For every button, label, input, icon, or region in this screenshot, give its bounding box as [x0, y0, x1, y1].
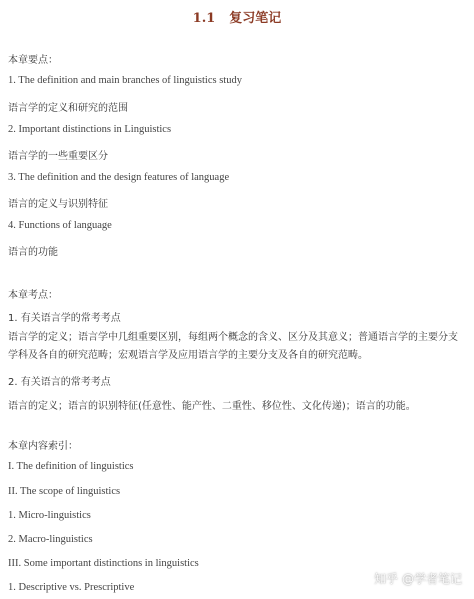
section-title: 复习笔记 [229, 11, 282, 26]
page-title [0, 7, 474, 26]
index-item: 1. Micro-linguistics [8, 510, 91, 521]
index-item: II. The scope of linguistics [8, 486, 121, 497]
exam-point-body: 语言的定义；语言的识别特征(任意性、能产性、二重性、移位性、文化传递)；语言的功能。 [8, 401, 416, 412]
key-point-item: 语言学的定义和研究的范围 [8, 103, 128, 114]
exam-point-title: 1. 有关语言学的常考考点 [8, 313, 121, 324]
key-point-item: 语言的定义与识别特征 [8, 199, 108, 210]
index-item: I. The definition of linguistics [8, 461, 134, 472]
index-item: 1. Descriptive vs. Prescriptive [8, 582, 135, 593]
key-point-item: 3. The definition and the design features of language [8, 172, 230, 183]
exam-point-title: 2. 有关语言的常考考点 [8, 377, 111, 388]
key-point-item: 1. The definition and main branches of linguistics study [8, 75, 242, 86]
key-points-heading: 本章要点： [8, 55, 58, 66]
section-number: 1.1 [192, 11, 216, 26]
exam-points-heading: 本章考点： [8, 290, 58, 301]
index-heading: 本章内容索引： [8, 441, 78, 452]
key-point-item: 4. Functions of language [8, 220, 112, 231]
exam-point-body: 语言学的定义；语言学中几组重要区别，每组两个概念的含义、区分及其意义；普通语言学的主要分支学科及各自的研究范畴；宏观语言学及应用语言学的主要分支及各自的研究范畴。 [8, 332, 458, 361]
key-point-item: 2. Important distinctions in Linguistics [8, 124, 172, 135]
index-item: III. Some important distinctions in linguistics [8, 558, 199, 569]
watermark: 知乎 @学者笔记 [374, 572, 462, 586]
key-point-item: 语言的功能 [8, 247, 58, 258]
key-point-item: 语言学的一些重要区分 [8, 151, 108, 162]
index-item: 2. Macro-linguistics [8, 534, 93, 545]
